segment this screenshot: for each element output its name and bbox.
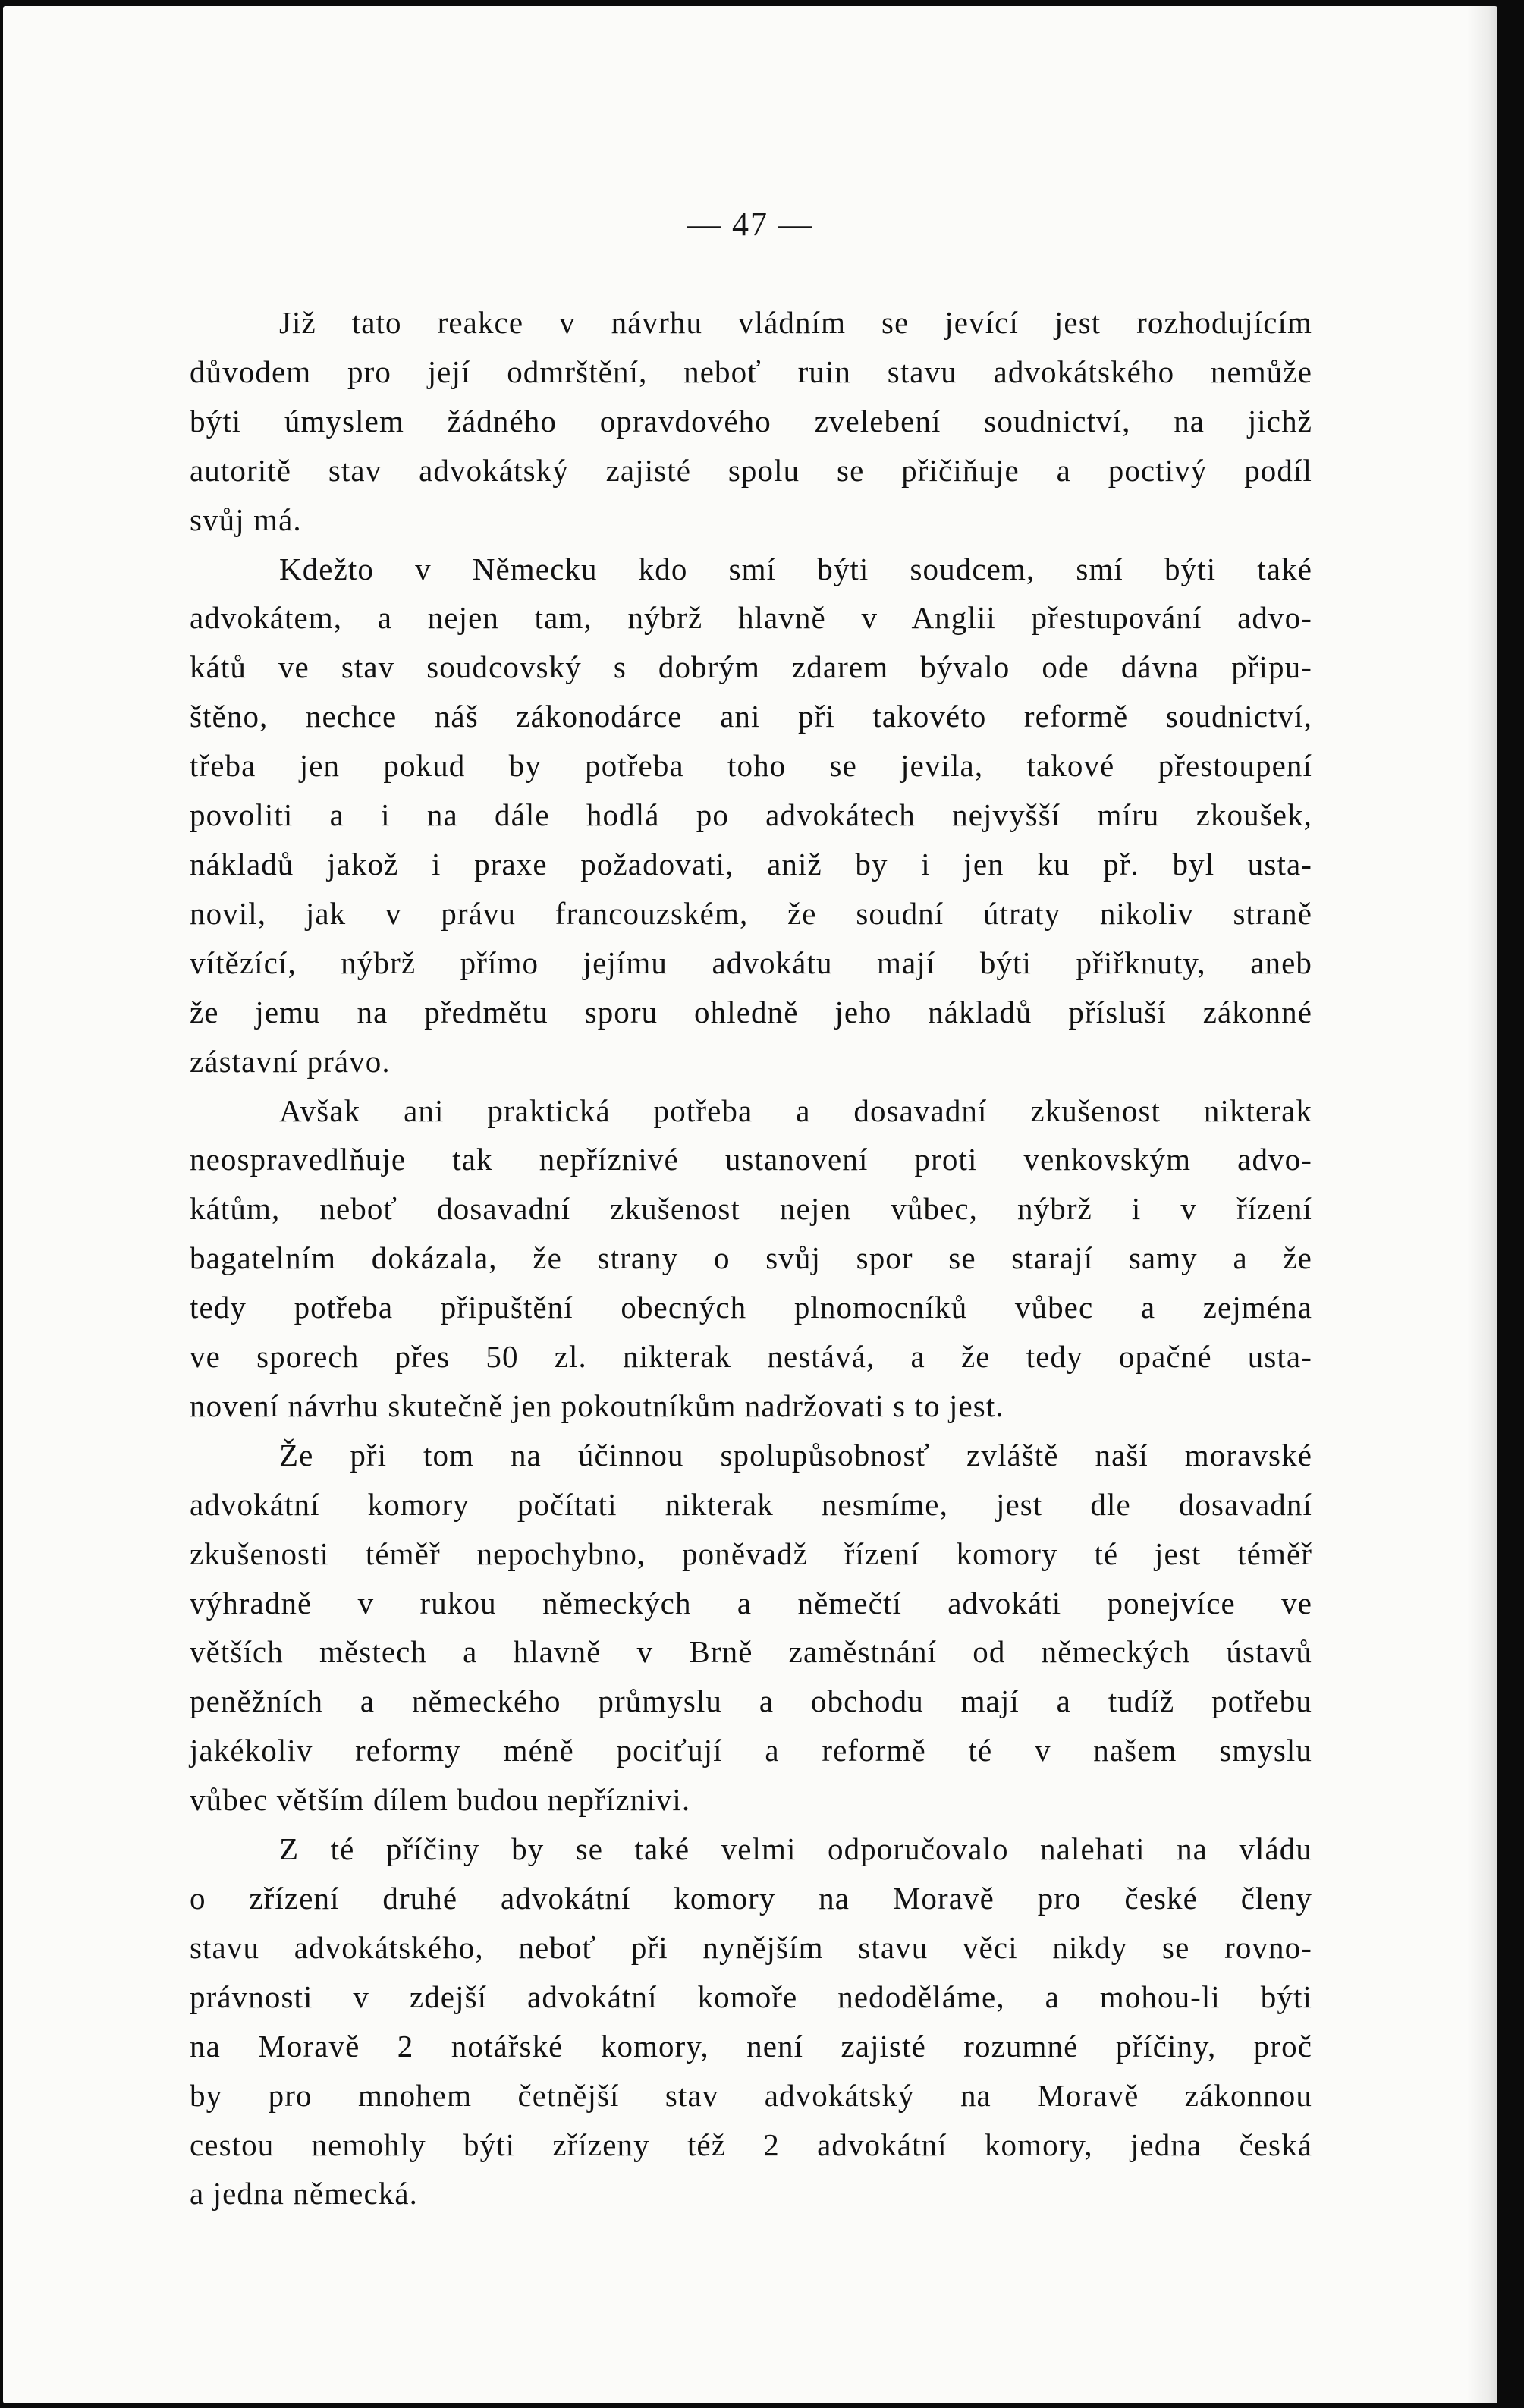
page-number: — 47 — (687, 206, 813, 243)
text-line: Již tato reakce v návrhu vládním se jevící jest rozhodujícím (279, 305, 1312, 340)
text-line: vůbec větším dílem budou nepříznivi. (190, 1782, 691, 1818)
text-line: povoliti a i na dále hodlá po advokátech nejvyšší míru zkoušek, (190, 797, 1312, 833)
text-line: novení návrhu skutečně jen pokoutníkům nadržovati s to jest. (190, 1388, 1004, 1423)
text-line: novil, jak v právu francouzském, že soudní útraty nikoliv straně (190, 895, 1312, 931)
text-line: Že při tom na účinnou spolupůsobnosť zvláště naší moravské (279, 1437, 1312, 1473)
text-line: větších městech a hlavně v Brně zaměstnání od německých ústavů (190, 1634, 1312, 1670)
text-line: právnosti v zdejší advokátní komoře nedoděláme, a mohou-li býti (190, 1979, 1312, 2014)
text-line: a jedna německá. (190, 2176, 419, 2212)
paragraph-1 (190, 298, 1312, 545)
text-line: cestou nemohly býti zřízeny též 2 advokátní komory, jedna česká (190, 2127, 1312, 2162)
text-line: stavu advokátského, neboť při nynějším stavu věci nikdy se rovno- (190, 1929, 1312, 1965)
text-line: býti úmyslem žádného opravdového zvelebení soudnictví, na jichž (190, 403, 1312, 439)
text-line: zkušenosti téměř nepochybno, poněvadž řízení komory té jest téměř (190, 1536, 1312, 1571)
text-line: bagatelním dokázala, že strany o svůj spor se starají samy a že (190, 1240, 1312, 1276)
text-line: kátům, neboť dosavadní zkušenost nejen vůbec, nýbrž i v řízení (190, 1191, 1312, 1227)
text-line: nákladů jakož i praxe požadovati, aniž by i jen ku př. byl usta- (190, 846, 1312, 882)
text-line: vítězící, nýbrž přímo jejímu advokátu mají býti přiřknuty, aneb (190, 945, 1312, 980)
text-line: štěno, nechce náš zákonodárce ani při takovéto reformě soudnictví, (190, 699, 1312, 734)
text-line: by pro mnohem četnější stav advokátský na Moravě zákonnou (190, 2077, 1312, 2113)
body-text (190, 298, 1312, 2218)
text-line: na Moravě 2 notářské komory, není zajisté rozumné příčiny, proč (190, 2028, 1312, 2064)
text-line: svůj má. (190, 501, 302, 537)
text-line: výhradně v rukou německých a němečtí advokáti ponejvíce ve (190, 1585, 1312, 1621)
text-line: Kdežto v Německu kdo smí býti soudcem, smí býti také (279, 551, 1312, 586)
text-line: Z té příčiny by se také velmi odporučovalo nalehati na vládu (279, 1831, 1312, 1867)
paragraph-4 (190, 1431, 1312, 1825)
text-line: tedy potřeba připuštění obecných plnomocníků vůbec a zejména (190, 1290, 1312, 1325)
text-line: o zřízení druhé advokátní komory na Moravě pro české členy (190, 1881, 1312, 1916)
text-line: že jemu na předmětu sporu ohledně jeho nákladů přísluší zákonné (190, 994, 1312, 1030)
text-line: peněžních a německého průmyslu a obchodu mají a tudíž potřebu (190, 1683, 1312, 1719)
text-line: jakékoliv reformy méně pociťují a reformě té v našem smyslu (190, 1733, 1312, 1768)
paragraph-2 (190, 545, 1312, 1086)
paragraph-3 (190, 1086, 1312, 1431)
text-line: advokátní komory počítati nikterak nesmíme, jest dle dosavadní (190, 1486, 1312, 1522)
text-line: kátů ve stav soudcovský s dobrým zdarem bývalo ode dávna připu- (190, 649, 1312, 685)
text-line: Avšak ani praktická potřeba a dosavadní zkušenost nikterak (279, 1092, 1312, 1128)
page-edge-shadow (1467, 6, 1497, 2403)
book-page (3, 6, 1497, 2403)
text-line: advokátem, a nejen tam, nýbrž hlavně v Anglii přestupování advo- (190, 600, 1312, 636)
text-line: ve sporech přes 50 zl. nikterak nestává, a že tedy opačné usta- (190, 1339, 1312, 1375)
paragraph-5 (190, 1825, 1312, 2218)
text-line: zástavní právo. (190, 1043, 391, 1079)
text-line: neospravedlňuje tak nepříznivé ustanovení proti venkovským advo- (190, 1142, 1312, 1177)
text-line: důvodem pro její odmrštění, neboť ruin stavu advokátského nemůže (190, 354, 1312, 389)
text-line: autoritě stav advokátský zajisté spolu se přičiňuje a poctivý podíl (190, 452, 1312, 488)
text-line: třeba jen pokud by potřeba toho se jevila, takové přestoupení (190, 748, 1312, 784)
